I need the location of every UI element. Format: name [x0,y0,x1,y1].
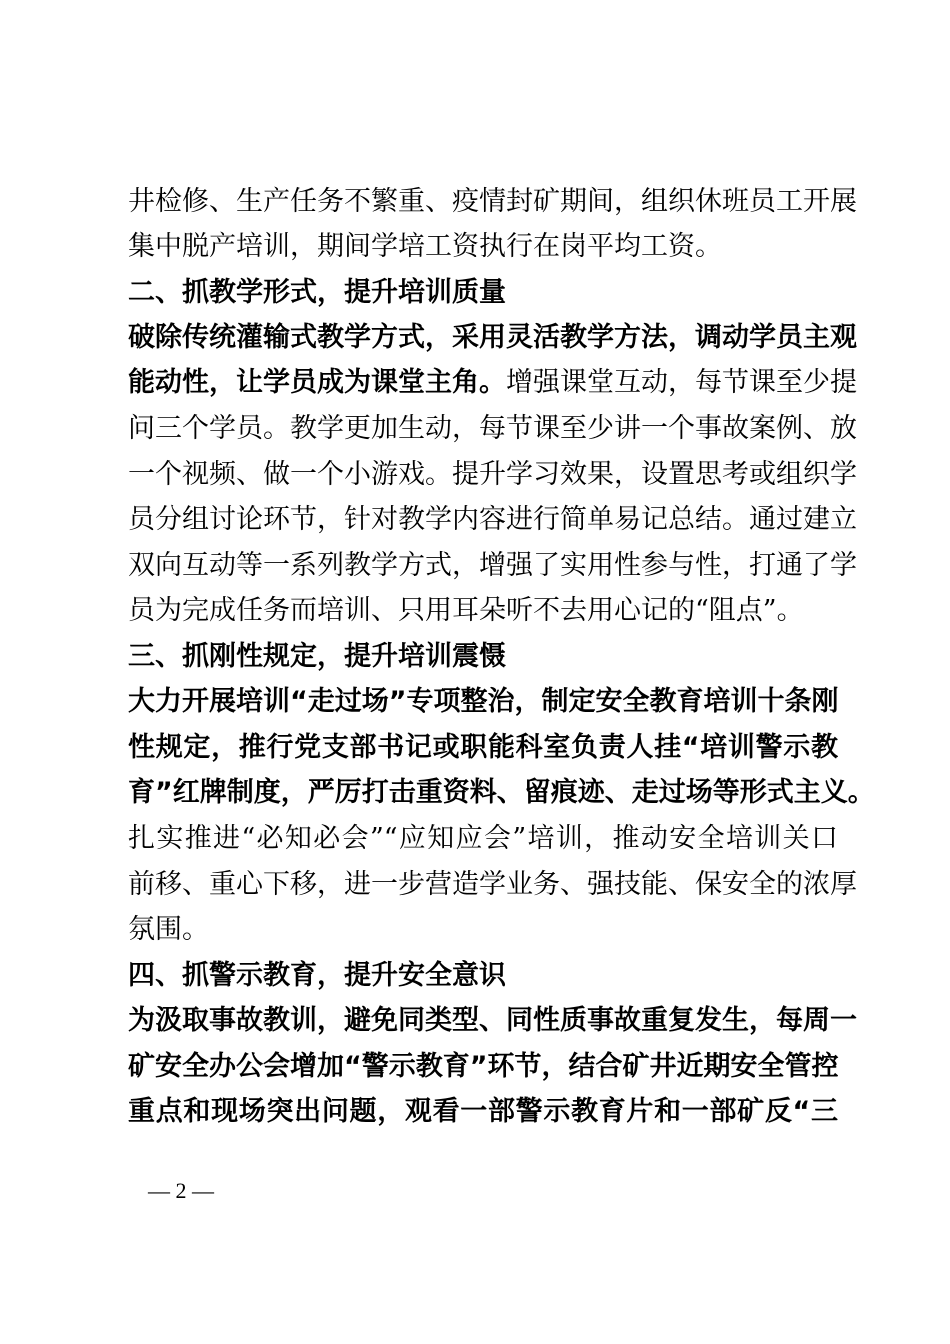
paragraph-line: 集中脱产培训，期间学培工资执行在岗平均工资。 [128,231,722,262]
paragraph-line: 问三个学员。教学更加生动，每节课至少讲一个事故案例、放 [128,413,857,444]
page-number: — 2 — [148,1178,214,1203]
section-heading-4: 四、抓警示教育，提升安全意识 [128,960,506,991]
paragraph-line: 员分组讨论环节，针对教学内容进行简单易记总结。通过建立 [128,504,857,535]
paragraph-line: 前移、重心下移，进一步营造学业务、强技能、保安全的浓厚 [128,869,857,900]
paragraph-line: 员为完成任务而培训、只用耳朵听不去用心记的“阻点”。 [128,595,804,626]
paragraph-line: 性规定，推行党支部书记或职能科室负责人挂“培训警示教 [128,732,838,763]
paragraph-line-mixed [128,363,857,403]
paragraph-line: 破除传统灌输式教学方式，采用灵活教学方法，调动学员主观 [128,322,857,353]
paragraph-line: 双向互动等一系列教学方式，增强了实用性参与性，打通了学 [128,550,857,581]
section-heading-2: 二、抓教学形式，提升培训质量 [128,277,506,308]
paragraph-line: 大力开展培训“走过场”专项整治，制定安全教育培训十条刚 [128,686,839,717]
paragraph-line: 扎实推进“必知必会”“应知应会”培训，推动安全培训关口 [128,823,838,854]
paragraph-line: 重点和现场突出问题，观看一部警示教育片和一部矿反“三 [128,1096,838,1127]
paragraph-line: 井检修、生产任务不繁重、疫情封矿期间，组织休班员工开展 [128,186,857,217]
paragraph-line: 氛围。 [128,914,209,945]
section-heading-3: 三、抓刚性规定，提升培训震慑 [128,641,506,672]
bold-span: 能动性，让学员成为课堂主角。 [128,367,506,398]
paragraph-line: 矿安全办公会增加“警示教育”环节，结合矿井近期安全管控 [128,1051,839,1082]
paragraph-line: 育”红牌制度，严厉打击重资料、留痕迹、走过场等形式主义。 [128,777,875,808]
paragraph-line: 为汲取事故教训，避免同类型、同性质事故重复发生，每周一 [128,1005,857,1036]
paragraph-line: 一个视频、做一个小游戏。提升学习效果，设置思考或组织学 [128,459,857,490]
normal-span: 增强课堂互动，每节课至少提 [506,367,857,398]
